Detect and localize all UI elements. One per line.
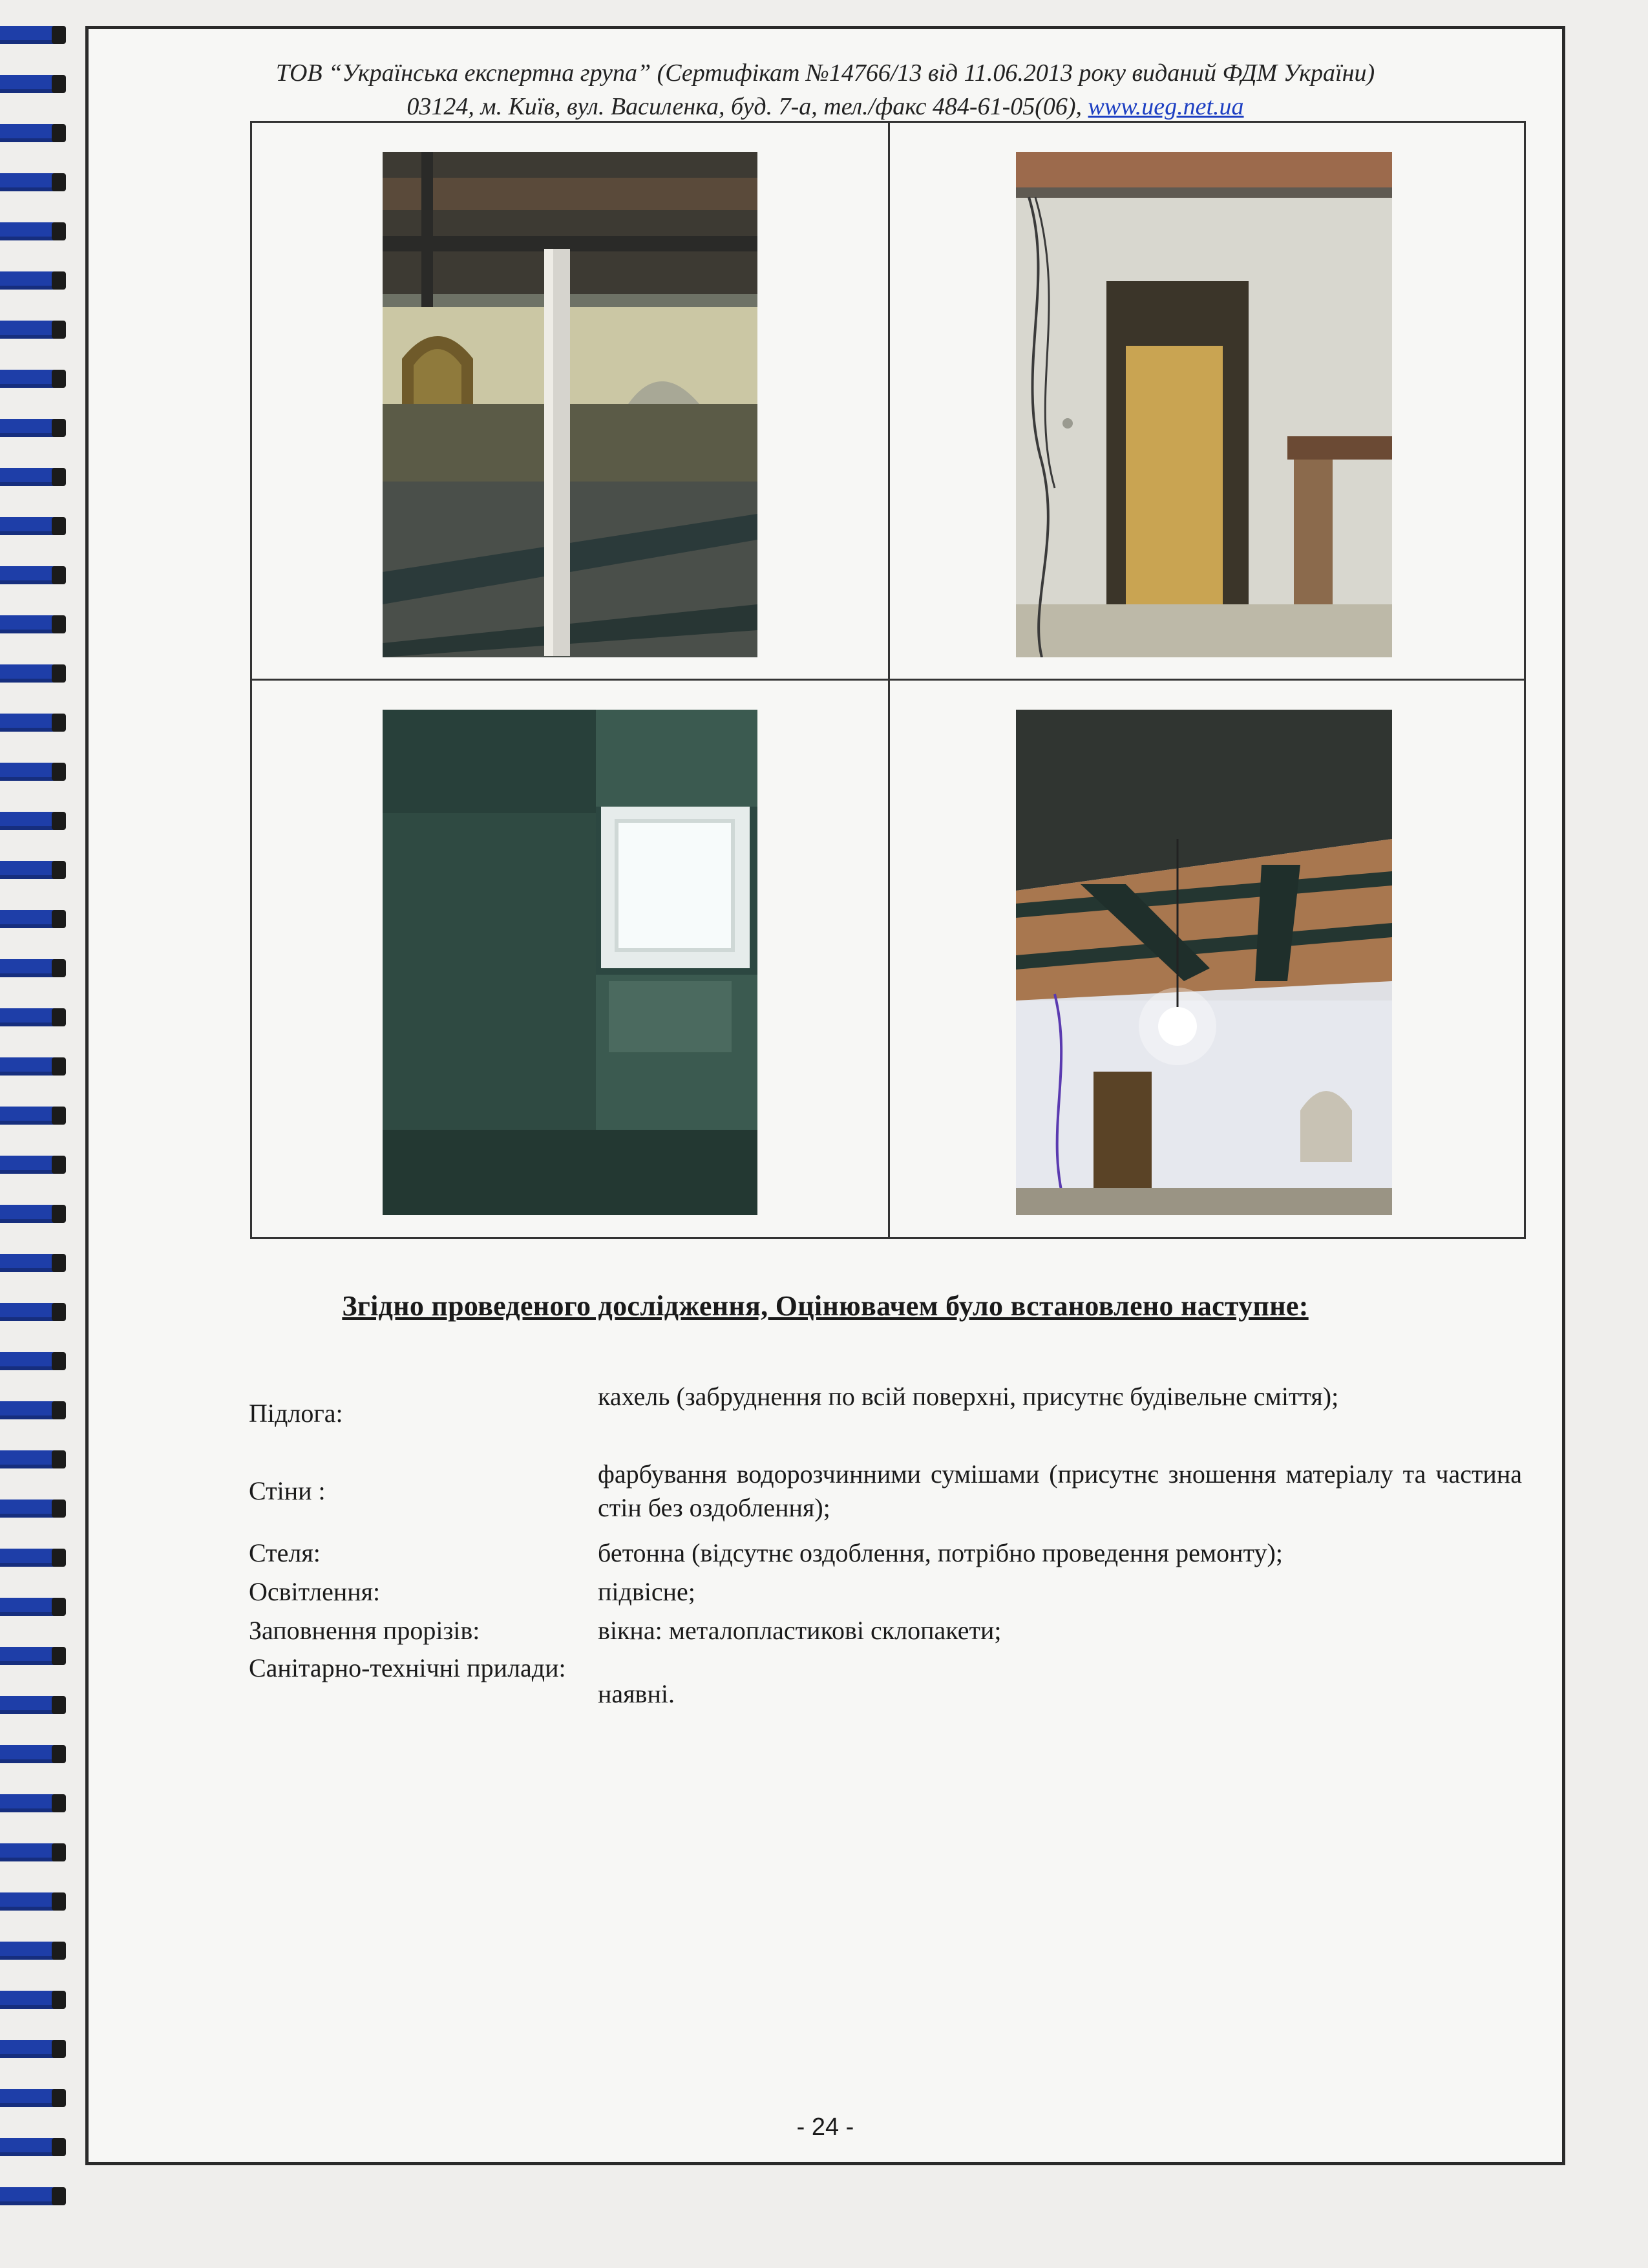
binding-hole [52,2138,66,2156]
binding-hole [52,615,66,633]
spec-row-sanitary [249,1651,1522,1719]
spec-label: Стіни : [249,1476,326,1505]
binding-hole [52,1696,66,1714]
binding-hole [52,1205,66,1223]
header-company-line: ТОВ “Українська експертна група” (Сертифікат №14766/13 від 11.06.2013 року виданий ФДМ України) [275,59,1375,87]
binding-hole [52,714,66,732]
binding-hole [52,173,66,191]
spiral-binding [0,0,78,2268]
binding-hole [52,1991,66,2009]
spec-value: бетонна (відсутнє оздоблення, потрібно проведення ремонту); [598,1538,1283,1567]
binding-hole [52,1942,66,1960]
binding-hole [52,321,66,339]
binding-hole [52,419,66,437]
spec-row-lighting [249,1575,1522,1609]
binding-hole [52,812,66,830]
binding-hole [52,566,66,584]
grid-divider-horizontal [252,679,1524,681]
binding-hole [52,1892,66,1911]
spec-label: Освітлення: [249,1577,381,1606]
website-link[interactable]: www.ueg.net.ua [1088,93,1244,120]
binding-hole [52,1500,66,1518]
binding-hole [52,1156,66,1174]
spec-value: наявні. [598,1679,675,1708]
binding-hole [52,1303,66,1321]
binding-hole [52,2089,66,2107]
binding-hole [52,1598,66,1616]
binding-hole [52,468,66,486]
binding-hole [52,1794,66,1812]
page-number: - 24 - [796,2114,854,2141]
binding-hole [52,370,66,388]
photo-basement-column [383,152,757,657]
binding-hole [52,75,66,93]
document-page [85,26,1565,2165]
binding-hole [52,222,66,240]
binding-hole [52,959,66,977]
binding-hole [52,1549,66,1567]
page-header [89,56,1562,123]
spec-label: Підлога: [249,1399,343,1428]
binding-hole [52,1647,66,1665]
binding-hole [52,1843,66,1861]
binding-hole [52,26,66,44]
binding-hole [52,271,66,290]
binding-hole [52,1450,66,1468]
binding-hole [52,517,66,535]
binding-hole [52,1745,66,1763]
photo-grid [250,121,1526,1239]
spec-label: Стеля: [249,1538,321,1567]
spec-row-floor [249,1380,1522,1447]
binding-hole [52,1254,66,1272]
spec-value: вікна: металопластикові склопакети; [598,1616,1002,1645]
photo-window-corner [383,710,757,1215]
binding-hole [52,2187,66,2205]
spec-row-openings [249,1614,1522,1648]
binding-hole [52,1107,66,1125]
spec-value: підвісне; [598,1577,695,1606]
header-address: 03124, м. Київ, вул. Василенка, буд. 7-а, тел./факс 484-61-05(06), [407,93,1088,120]
binding-hole [52,1057,66,1076]
spec-row-walls [249,1457,1522,1525]
header-address-line [89,90,1562,123]
binding-hole [52,861,66,879]
binding-hole [52,763,66,781]
binding-hole [52,1008,66,1026]
photo-doorway [1016,152,1392,657]
binding-hole [52,124,66,142]
spec-row-ceiling [249,1536,1522,1570]
binding-hole [52,1401,66,1419]
spec-value: кахель (забруднення по всій поверхні, присутнє будівельне сміття); [598,1382,1339,1411]
binding-hole [52,1352,66,1370]
binding-hole [52,910,66,928]
binding-hole [52,2040,66,2058]
photo-ceiling-beams [1016,710,1392,1215]
binding-hole [52,664,66,683]
spec-label: Санітарно-технічні прилади: [249,1653,566,1682]
section-title: Згідно проведеного дослідження, Оцінювачем було встановлено наступне: [342,1290,1309,1322]
spec-label: Заповнення прорізів: [249,1616,480,1645]
spec-value: фарбування водорозчинними сумішами (присутнє зношення матеріалу та частина стін без оздоблення); [598,1459,1522,1522]
